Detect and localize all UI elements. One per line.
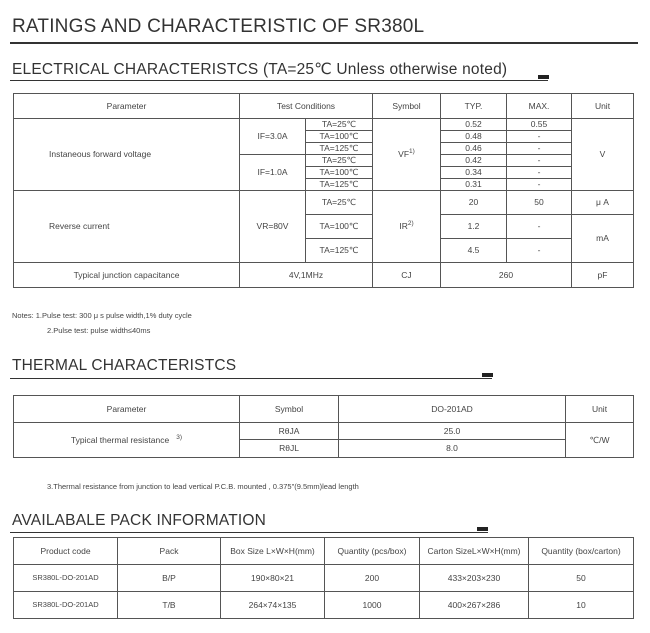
pack-qty-carton: 10 xyxy=(529,592,634,619)
table-row xyxy=(14,565,634,592)
electrical-heading: ELECTRICAL CHARACTERISTCS (TA=25℃ Unless otherwise noted) xyxy=(12,61,508,78)
pack-carton: 400×267×286 xyxy=(420,592,529,619)
capacitance-value: 260 xyxy=(441,263,572,288)
pack-qty-box: 1000 xyxy=(325,592,420,619)
forward-note-ref: 1) xyxy=(409,148,415,156)
pack-qty-box: 200 xyxy=(325,565,420,592)
reverse-parameter: Reverse current xyxy=(14,191,240,263)
page-title: RATINGS AND CHARACTERISTIC OF SR380L xyxy=(12,16,425,37)
capacitance-symbol: CJ xyxy=(373,263,441,288)
pack-header-box: Box Size L×W×H(mm) xyxy=(221,538,325,565)
forward-parameter: Instaneous forward voltage xyxy=(14,119,240,191)
capacitance-condition: 4V,1MHz xyxy=(240,263,373,288)
header-parameter: Parameter xyxy=(14,94,240,119)
thermal-parameter-cell xyxy=(14,423,240,458)
electrical-mark xyxy=(538,75,549,79)
reverse-typ: 20 xyxy=(441,191,507,215)
forward-unit: V xyxy=(572,119,634,191)
forward-max: - xyxy=(507,179,572,191)
pack-carton: 433×203×230 xyxy=(420,565,529,592)
reverse-temp: TA=125℃ xyxy=(306,239,373,263)
forward-condition-1: IF=3.0A xyxy=(240,119,306,155)
forward-temp: TA=125℃ xyxy=(306,179,373,191)
table-row xyxy=(14,592,634,619)
pack-table xyxy=(13,537,634,619)
forward-condition-2: IF=1.0A xyxy=(240,155,306,191)
forward-symbol-cell xyxy=(373,119,441,191)
forward-max: - xyxy=(507,167,572,179)
pack-pack: T/B xyxy=(118,592,221,619)
capacitance-parameter: Typical junction capacitance xyxy=(14,263,240,288)
table-row xyxy=(14,191,634,215)
pack-box: 264×74×135 xyxy=(221,592,325,619)
pack-pack: B/P xyxy=(118,565,221,592)
forward-typ: 0.48 xyxy=(441,131,507,143)
thermal-parameter: Typical thermal resistance xyxy=(70,434,170,445)
forward-typ: 0.31 xyxy=(441,179,507,191)
header-unit: Unit xyxy=(572,94,634,119)
header-max: MAX. xyxy=(507,94,572,119)
reverse-symbol: IR xyxy=(399,221,408,232)
thermal-header-unit: Unit xyxy=(566,396,634,423)
reverse-typ: 1.2 xyxy=(441,215,507,239)
forward-temp: TA=25℃ xyxy=(306,155,373,167)
table-row xyxy=(14,119,634,131)
thermal-mark xyxy=(482,373,493,377)
reverse-symbol-cell xyxy=(373,191,441,263)
reverse-temp: TA=100℃ xyxy=(306,215,373,239)
electrical-rule xyxy=(10,80,548,81)
reverse-max: - xyxy=(507,239,572,263)
title-rule xyxy=(10,42,638,44)
thermal-value: 8.0 xyxy=(339,440,566,458)
reverse-note-ref: 2) xyxy=(407,220,414,228)
pack-header-pack: Pack xyxy=(118,538,221,565)
pack-header-qty-box: Quantity (pcs/box) xyxy=(325,538,420,565)
pack-rule xyxy=(10,532,488,533)
reverse-max: - xyxy=(507,215,572,239)
thermal-header-symbol: Symbol xyxy=(240,396,339,423)
pack-code: SR380L-DO-201AD xyxy=(14,592,118,619)
pack-qty-carton: 50 xyxy=(529,565,634,592)
capacitance-unit: pF xyxy=(572,263,634,288)
forward-max: 0.55 xyxy=(507,119,572,131)
note-2: 2.Pulse test: pulse width≤40ms xyxy=(47,326,151,335)
reverse-condition: VR=80V xyxy=(240,191,306,263)
note-1: Notes: 1.Pulse test: 300 μ s pulse width,1% duty cycle xyxy=(12,311,192,320)
forward-max: - xyxy=(507,155,572,167)
thermal-symbol: RθJA xyxy=(240,423,339,440)
pack-header-carton: Carton SizeL×W×H(mm) xyxy=(420,538,529,565)
pack-heading: AVAILABALE PACK INFORMATION xyxy=(12,512,267,529)
thermal-value: 25.0 xyxy=(339,423,566,440)
electrical-header-row xyxy=(14,94,634,119)
forward-temp: TA=100℃ xyxy=(306,167,373,179)
forward-typ: 0.42 xyxy=(441,155,507,167)
electrical-table xyxy=(13,93,634,288)
pack-code: SR380L-DO-201AD xyxy=(14,565,118,592)
forward-typ: 0.46 xyxy=(441,143,507,155)
thermal-header-row xyxy=(14,396,634,423)
reverse-temp: TA=25℃ xyxy=(306,191,373,215)
thermal-rule xyxy=(10,378,492,379)
reverse-max: 50 xyxy=(507,191,572,215)
pack-box: 190×80×21 xyxy=(221,565,325,592)
header-symbol: Symbol xyxy=(373,94,441,119)
thermal-heading: THERMAL CHARACTERISTCS xyxy=(12,357,237,374)
forward-max: - xyxy=(507,131,572,143)
forward-temp: TA=100℃ xyxy=(306,131,373,143)
header-test-conditions: Test Conditions xyxy=(240,94,373,119)
thermal-header-parameter: Parameter xyxy=(14,396,240,423)
forward-max: - xyxy=(507,143,572,155)
pack-header-code: Product code xyxy=(14,538,118,565)
pack-mark xyxy=(477,527,488,531)
forward-symbol: VF xyxy=(398,149,410,160)
forward-temp: TA=25℃ xyxy=(306,119,373,131)
reverse-unit-b: mA xyxy=(572,215,634,263)
header-typ: TYP. xyxy=(441,94,507,119)
thermal-note-ref: 3) xyxy=(176,433,183,441)
table-row xyxy=(14,263,634,288)
thermal-note: 3.Thermal resistance from junction to lead vertical P.C.B. mounted , 0.375"(9.5mm)lead length xyxy=(47,482,359,491)
thermal-header-package: DO-201AD xyxy=(339,396,566,423)
pack-header-row xyxy=(14,538,634,565)
forward-temp: TA=125℃ xyxy=(306,143,373,155)
reverse-unit-a: μ A xyxy=(572,191,634,215)
thermal-table xyxy=(13,395,634,458)
forward-typ: 0.34 xyxy=(441,167,507,179)
thermal-symbol: RθJL xyxy=(240,440,339,458)
forward-typ: 0.52 xyxy=(441,119,507,131)
reverse-typ: 4.5 xyxy=(441,239,507,263)
pack-header-qty-carton: Quantity (box/carton) xyxy=(529,538,634,565)
thermal-unit: ℃/W xyxy=(566,423,634,458)
table-row xyxy=(14,423,634,440)
